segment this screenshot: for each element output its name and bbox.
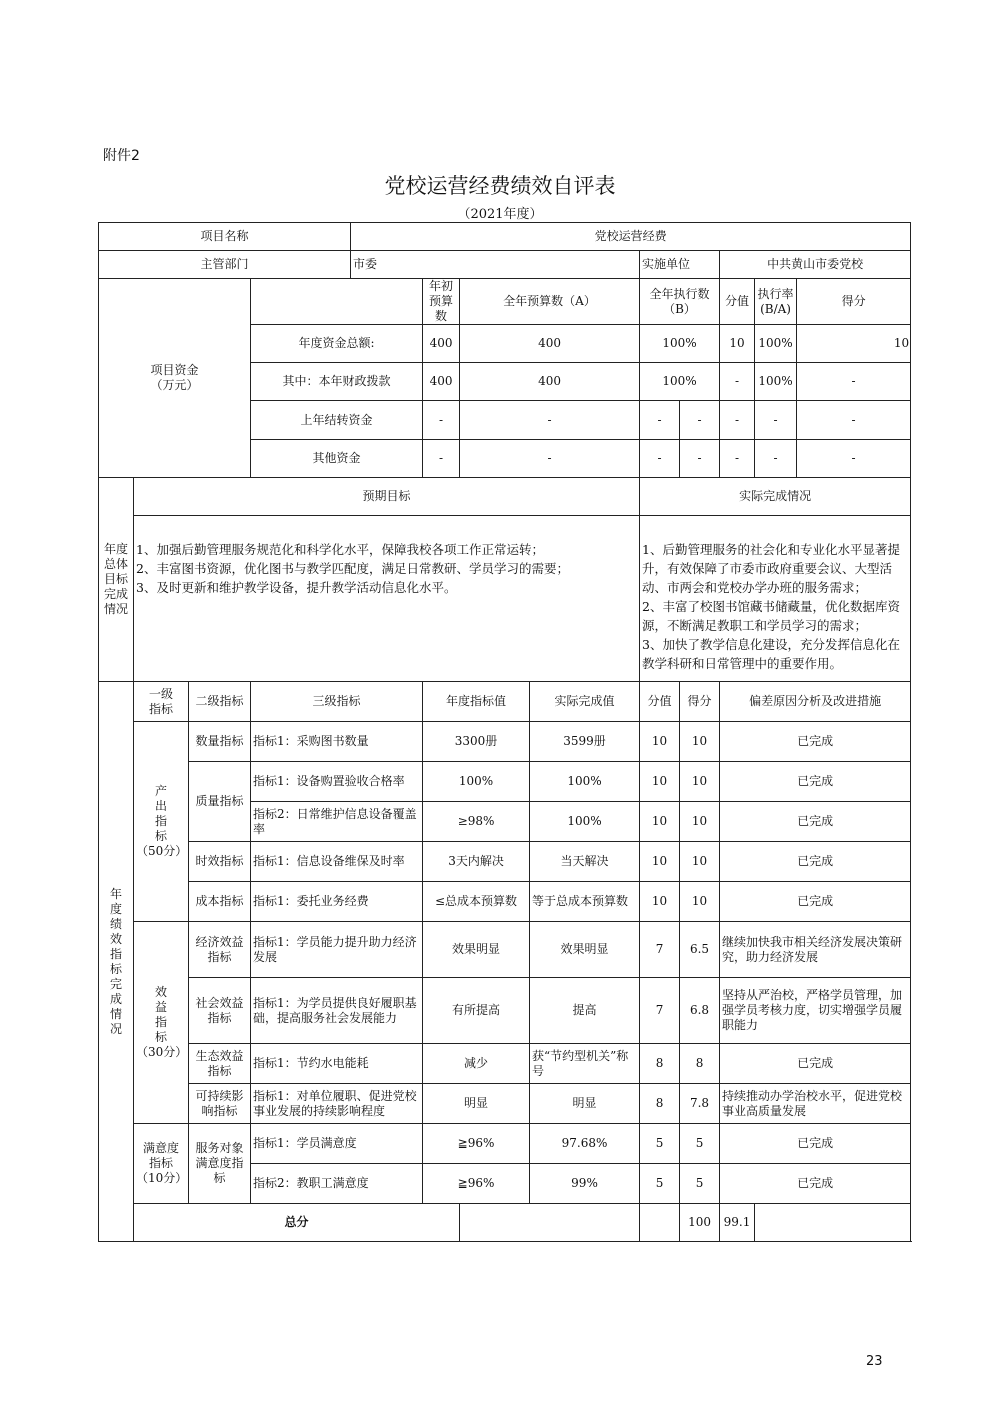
indicator-row [99, 722, 911, 762]
funds-rate: - [755, 440, 797, 478]
ind-target: 3天内解决 [423, 842, 530, 882]
ind-remark: 持续推动办学治校水平，促进党校事业高质量发展 [720, 1084, 911, 1124]
ind-target: 明显 [423, 1084, 530, 1124]
ind-level3: 指标1：采购图书数量 [251, 722, 423, 762]
goals-header-row [99, 478, 911, 516]
ind-target: ≥98% [423, 802, 530, 842]
ind-score: 7.8 [680, 1084, 720, 1124]
ind-score-value: 8 [640, 1084, 680, 1124]
ind-target: 减少 [423, 1044, 530, 1084]
funds-header-initial: 年初预算数 [423, 279, 460, 325]
department-row [99, 251, 911, 279]
ind-target: 100% [423, 762, 530, 802]
ind-remark: 坚持从严治校，严格学员管理，加强学员考核力度，切实增强学员履职能力 [720, 978, 911, 1044]
funds-score-value: - [720, 363, 755, 401]
ind-score-value: 7 [640, 922, 680, 978]
indicator-row [99, 762, 911, 802]
goals-label: 年度 总体 目标 完成 情况 [99, 478, 134, 682]
ind-score: 10 [680, 762, 720, 802]
funds-rate: - [755, 401, 797, 440]
funds-score-value: - [720, 440, 755, 478]
ind-header-target: 年度指标值 [423, 682, 530, 722]
ind-actual: 100% [530, 802, 640, 842]
funds-row-label: 上年结转资金 [251, 401, 423, 440]
benefit-indicators-label: 效 益 指 标 （30分） [134, 922, 189, 1124]
ind-actual: 明显 [530, 1084, 640, 1124]
ind-score: 5 [680, 1164, 720, 1204]
funds-executed: - [640, 401, 680, 440]
ind-score-value: 8 [640, 1044, 680, 1084]
funds-header-row [99, 279, 911, 325]
ind-level3: 指标2：教职工满意度 [251, 1164, 423, 1204]
ind-level2: 服务对象 满意度指 标 [189, 1124, 251, 1204]
funds-annual: 400 [460, 325, 640, 363]
funds-rate: 100% [755, 363, 797, 401]
indicator-row [99, 922, 911, 978]
project-name-value: 党校运营经费 [351, 223, 911, 251]
funds-score: - [797, 363, 911, 401]
ind-target: ≤总成本预算数 [423, 882, 530, 922]
ind-level2: 生态效益 指标 [189, 1044, 251, 1084]
ind-score: 10 [680, 882, 720, 922]
ind-level2: 可持续影 响指标 [189, 1084, 251, 1124]
indicator-row [99, 1124, 911, 1164]
ind-score-value: 7 [640, 978, 680, 1044]
ind-target: ≧96% [423, 1164, 530, 1204]
ind-remark: 已完成 [720, 802, 911, 842]
indicator-row [99, 978, 911, 1044]
ind-level3: 指标1：学员能力提升助力经济发展 [251, 922, 423, 978]
project-name-label: 项目名称 [99, 223, 351, 251]
ind-remark: 继续加快我市相关经济发展决策研究，助力经济发展 [720, 922, 911, 978]
ind-level2: 时效指标 [189, 842, 251, 882]
goals-expected-header: 预期目标 [134, 478, 640, 516]
funds-header-annual: 全年预算数（A） [460, 279, 640, 325]
ind-actual: 获“节约型机关”称号 [530, 1044, 640, 1084]
funds-executed: 100% [640, 363, 720, 401]
ind-level3: 指标2：日常维护信息设备覆盖率 [251, 802, 423, 842]
ind-remark: 已完成 [720, 1164, 911, 1204]
ind-actual: 97.68% [530, 1124, 640, 1164]
indicator-row [99, 882, 911, 922]
ind-score: 6.8 [680, 978, 720, 1044]
unit-label: 实施单位 [640, 251, 720, 279]
ind-level3: 指标1：信息设备维保及时率 [251, 842, 423, 882]
ind-header-level2: 二级指标 [189, 682, 251, 722]
indicators-section-label: 年 度 绩 效 指 标 完 成 情 况 [99, 682, 134, 1242]
funds-executed: - [640, 440, 680, 478]
ind-score-value: 10 [640, 842, 680, 882]
indicator-row [99, 842, 911, 882]
page-number: 23 [866, 1354, 883, 1369]
ind-header-score: 得分 [680, 682, 720, 722]
funds-initial: - [423, 401, 460, 440]
ind-target: ≧96% [423, 1124, 530, 1164]
unit-value: 中共黄山市委党校 [720, 251, 911, 279]
funds-rate: 100% [755, 325, 797, 363]
ind-remark: 已完成 [720, 842, 911, 882]
funds-initial: 400 [423, 363, 460, 401]
ind-remark: 已完成 [720, 1124, 911, 1164]
funds-header-rate: 执行率 (B/A) [755, 279, 797, 325]
ind-score: 8 [680, 1044, 720, 1084]
funds-executed-sub: - [680, 401, 720, 440]
ind-score: 5 [680, 1124, 720, 1164]
satisfaction-indicators-label: 满意度 指标 （10分） [134, 1124, 189, 1204]
ind-actual: 当天解决 [530, 842, 640, 882]
funds-score-value: 10 [720, 325, 755, 363]
funds-row-label: 年度资金总额: [251, 325, 423, 363]
funds-row-label: 其他资金 [251, 440, 423, 478]
goals-expected-text: 1、加强后勤管理服务规范化和科学化水平，保障我校各项工作正常运转； 2、丰富图书资源，优化图书与教学匹配度，满足日常教研、学员学习的需要； 3、及时更新和维护教学设备，提升教学活动信息化水平。 [134, 516, 640, 682]
ind-score: 10 [680, 802, 720, 842]
funds-executed: 100% [640, 325, 720, 363]
ind-actual: 等于总成本预算数 [530, 882, 640, 922]
output-indicators-label: 产 出 指 标 （50分） [134, 722, 189, 922]
indicators-header-row [99, 682, 911, 722]
funds-score: - [797, 401, 911, 440]
funds-score: 10 [797, 325, 911, 363]
funds-row-label: 其中：本年财政拨款 [251, 363, 423, 401]
ind-score: 6.5 [680, 922, 720, 978]
total-actual-blank [640, 1204, 680, 1242]
total-row [99, 1204, 911, 1242]
total-label: 总分 [134, 1204, 460, 1242]
goals-content-row [99, 516, 911, 682]
funds-blank-header [251, 279, 423, 325]
ind-score-value: 10 [640, 722, 680, 762]
ind-level2: 数量指标 [189, 722, 251, 762]
funds-initial: - [423, 440, 460, 478]
ind-remark: 已完成 [720, 882, 911, 922]
ind-level3: 指标1：学员满意度 [251, 1124, 423, 1164]
funds-header-score: 得分 [797, 279, 911, 325]
ind-target: 有所提高 [423, 978, 530, 1044]
funds-score-value: - [720, 401, 755, 440]
ind-level3: 指标1：设备购置验收合格率 [251, 762, 423, 802]
ind-remark: 已完成 [720, 762, 911, 802]
funds-header-executed: 全年执行数（B） [640, 279, 720, 325]
ind-target: 3300册 [423, 722, 530, 762]
ind-actual: 提高 [530, 978, 640, 1044]
attachment-label: 附件2 [103, 148, 140, 164]
funds-score: - [797, 440, 911, 478]
ind-level3: 指标1：委托业务经费 [251, 882, 423, 922]
ind-level3: 指标1：对单位履职、促进党校事业发展的持续影响程度 [251, 1084, 423, 1124]
ind-header-remark: 偏差原因分析及改进措施 [720, 682, 911, 722]
total-score-value: 100 [680, 1204, 720, 1242]
ind-level2: 经济效益 指标 [189, 922, 251, 978]
ind-target: 效果明显 [423, 922, 530, 978]
dept-value: 市委 [351, 251, 640, 279]
ind-remark: 已完成 [720, 722, 911, 762]
ind-header-score-value: 分值 [640, 682, 680, 722]
funds-header-score-value: 分值 [720, 279, 755, 325]
funds-annual: - [460, 401, 640, 440]
funds-initial: 400 [423, 325, 460, 363]
ind-header-actual: 实际完成值 [530, 682, 640, 722]
ind-header-level3: 三级指标 [251, 682, 423, 722]
ind-level3: 指标1：为学员提供良好履职基础，提高服务社会发展能力 [251, 978, 423, 1044]
total-target-blank [460, 1204, 640, 1242]
goals-actual-header: 实际完成情况 [640, 478, 911, 516]
ind-score-value: 5 [640, 1124, 680, 1164]
ind-score-value: 10 [640, 762, 680, 802]
total-remark-blank [755, 1204, 911, 1242]
page-title: 党校运营经费绩效自评表 [384, 174, 616, 198]
funds-annual: 400 [460, 363, 640, 401]
ind-score-value: 10 [640, 802, 680, 842]
dept-label: 主管部门 [99, 251, 351, 279]
indicator-row [99, 1084, 911, 1124]
funds-label: 项目资金 （万元） [99, 279, 251, 478]
funds-executed-sub: - [680, 440, 720, 478]
self-evaluation-table [98, 222, 911, 1242]
ind-actual: 100% [530, 762, 640, 802]
ind-actual: 3599册 [530, 722, 640, 762]
page-subtitle: （2021年度） [457, 207, 543, 222]
ind-score-value: 10 [640, 882, 680, 922]
total-score: 99.1 [720, 1204, 755, 1242]
ind-level2: 社会效益 指标 [189, 978, 251, 1044]
ind-actual: 效果明显 [530, 922, 640, 978]
indicator-row [99, 1044, 911, 1084]
ind-actual: 99% [530, 1164, 640, 1204]
ind-level2: 成本指标 [189, 882, 251, 922]
ind-score: 10 [680, 842, 720, 882]
project-name-row [99, 223, 911, 251]
ind-level2: 质量指标 [189, 762, 251, 842]
ind-header-level1: 一级 指标 [134, 682, 189, 722]
goals-actual-text: 1、后勤管理服务的社会化和专业化水平显著提升，有效保障了市委市政府重要会议、大型活动、市两会和党校办学办班的服务需求； 2、丰富了校图书馆藏书储藏量，优化数据库资源，不断满足教职工和学员学习的需求； 3、加快了教学信息化建设，充分发挥信息化在教学科研和日常管理中的重要作用。 [640, 516, 911, 682]
ind-level3: 指标1：节约水电能耗 [251, 1044, 423, 1084]
ind-score: 10 [680, 722, 720, 762]
ind-score-value: 5 [640, 1164, 680, 1204]
ind-remark: 已完成 [720, 1044, 911, 1084]
funds-annual: - [460, 440, 640, 478]
